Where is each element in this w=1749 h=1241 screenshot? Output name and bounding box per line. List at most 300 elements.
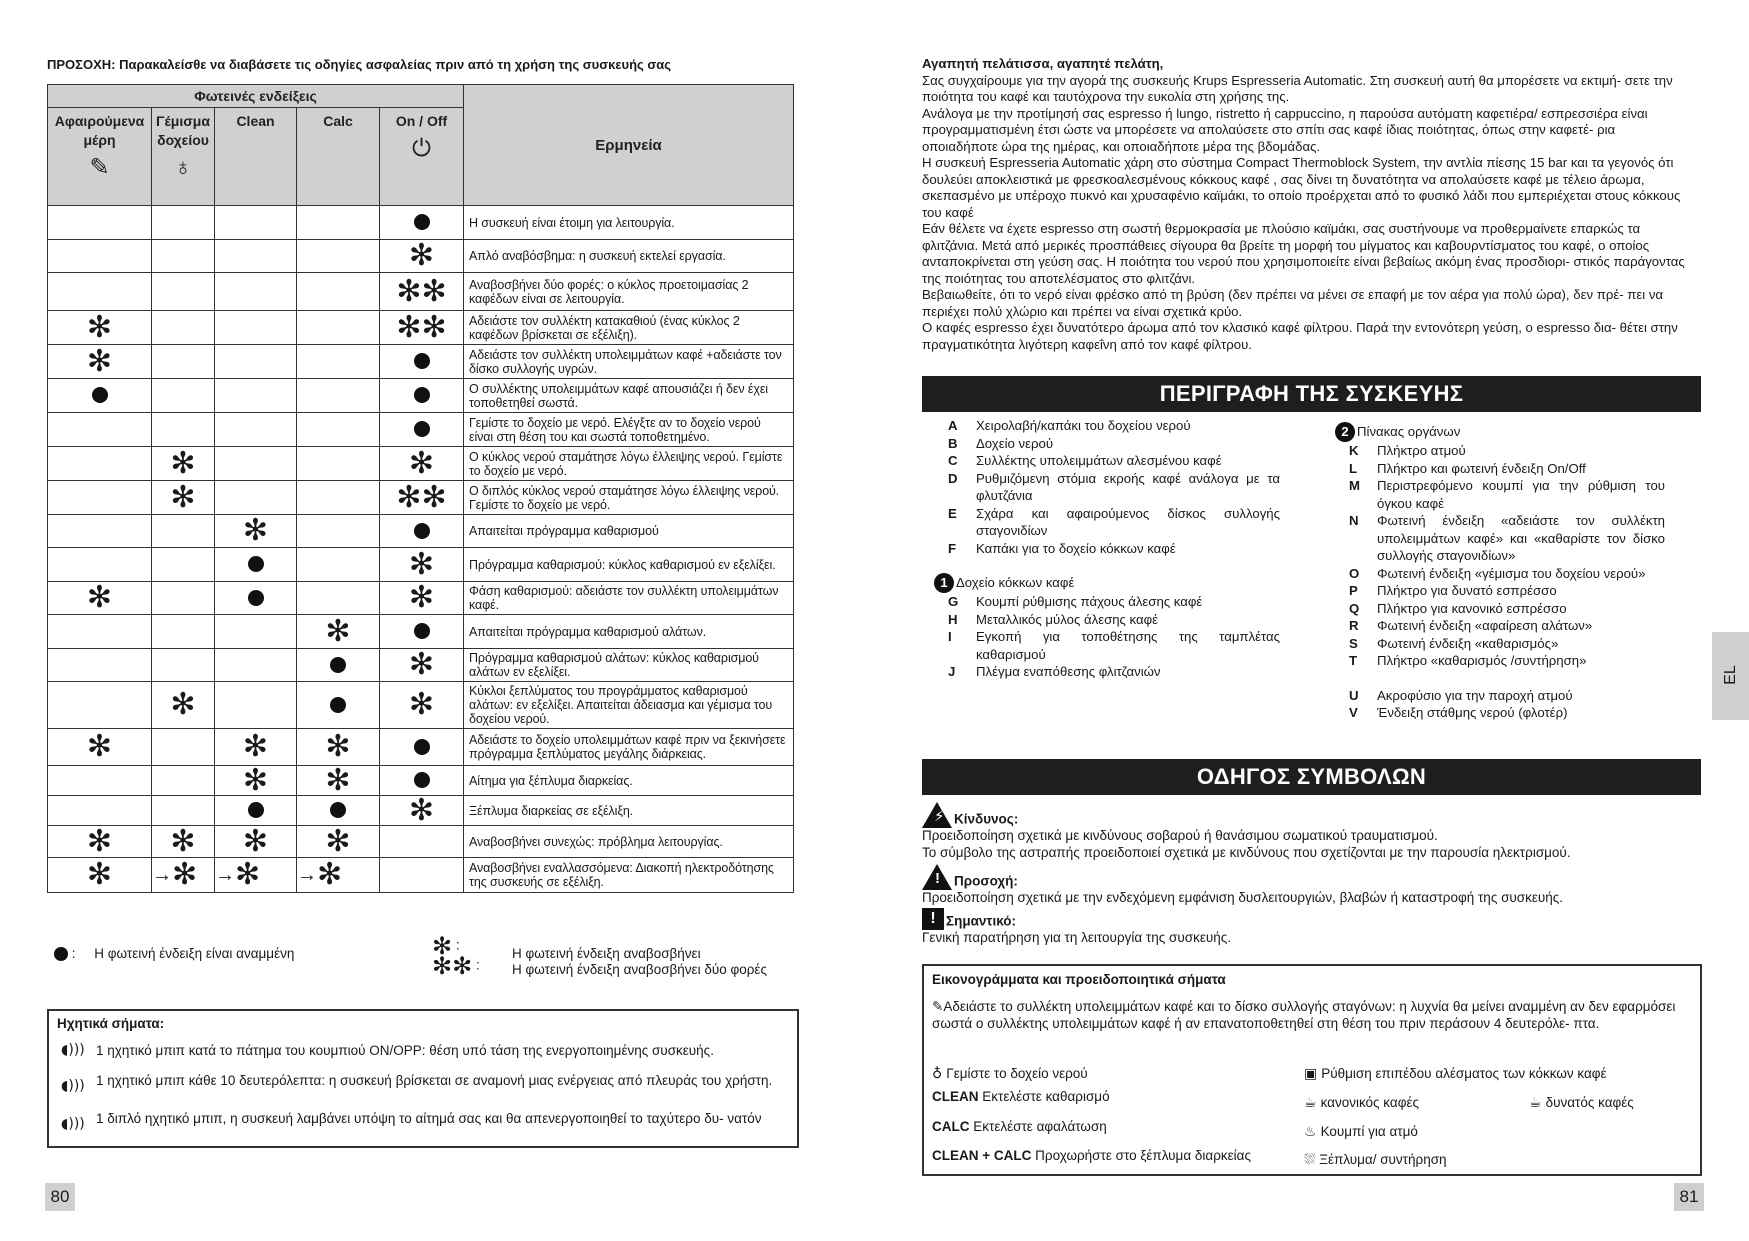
blink-twice-icon: ✻✻ — [432, 952, 473, 980]
intro-paragraph: Ο καφές espresso έχει δυνατότερο άρωμα από τον κλασικό καφέ φίλτρου. Παρά την εντονότερη γεύση, ο espresso δια- θέτει στην πραγματικότητα λιγότερη καφεΐνη από τον καφέ φίλτρου. — [922, 320, 1678, 352]
indicator-cell — [48, 649, 152, 682]
indicator-cell — [380, 481, 464, 515]
indicator-cell — [215, 240, 297, 273]
part-letter: F — [948, 540, 957, 556]
indicator-cell — [215, 762, 297, 798]
indicator-cell — [48, 796, 152, 826]
interpretation-header: Ερμηνεία — [464, 85, 794, 206]
part-text: Ρυθμιζόμενη στόμια εκροής καφέ ανάλογα με τα φλυτζάνια — [976, 470, 1280, 503]
indicator-cell — [48, 858, 152, 893]
important-block: ! Σημαντικό: Γενική παρατήρηση για τη λειτουργία της συσκευής. — [922, 910, 1231, 945]
indicator-cell — [380, 206, 464, 240]
indicator-description: Αναβοσβήνει εναλλασσόμενα: Διακοπή ηλεκτροδότησης της συσκευής σε εξέλιξη. — [464, 858, 794, 893]
indicator-cell — [215, 548, 297, 582]
indicator-cell — [297, 447, 380, 481]
indicator-cell — [152, 615, 215, 649]
indicator-cell — [380, 240, 464, 273]
light-on-icon — [54, 947, 68, 961]
water-tank-icon: ♁ — [174, 154, 192, 181]
part-letter: P — [1349, 583, 1358, 598]
indicator-cell — [380, 826, 464, 858]
light-on-icon — [414, 623, 430, 639]
important-icon: ! — [922, 908, 944, 930]
indicator-cell — [215, 823, 297, 859]
light-on-icon — [414, 523, 430, 539]
blink-icon: ✻ — [408, 546, 435, 582]
indicator-description: Ο διπλός κύκλος νερού σταμάτησε λόγω έλλειψης νερού. Γεμίστε το δοχείο με νερό. — [464, 481, 794, 515]
part-letter: I — [948, 629, 952, 644]
part-item — [1349, 704, 1665, 722]
indicator-cell — [380, 766, 464, 796]
clean-calc-item: CLEAN + CALC Προχωρήστε στο ξέπλυμα διαρκείας — [932, 1148, 1251, 1163]
indicator-description: Απαιτείται πρόγραμμα καθαρισμού — [464, 515, 794, 548]
group-2-badge: 2 — [1335, 422, 1355, 442]
part-item — [948, 505, 1280, 540]
light-on-icon — [414, 387, 430, 403]
blink-icon: ✻ — [170, 823, 196, 859]
part-letter: O — [1349, 565, 1360, 581]
indicator-row — [48, 615, 794, 649]
blink-icon: ✻ — [242, 823, 269, 859]
indicator-cell — [152, 206, 215, 240]
part-item — [1349, 512, 1665, 565]
description-banner: ΠΕΡΙΓΡΑΦΗ ΤΗΣ ΣΥΣΚΕΥΗΣ — [922, 376, 1701, 412]
symbols-banner: ΟΔΗΓΟΣ ΣΥΜΒΟΛΩΝ — [922, 759, 1701, 795]
blink-icon: ✻ — [408, 238, 435, 273]
indicator-cell — [297, 379, 380, 413]
legend-blink: Η φωτεινή ένδειξη αναβοσβήνει Η φωτεινή ένδειξη αναβοσβήνει δύο φορές — [512, 946, 767, 977]
col-water-tank: Γέμισμα δοχείου ♁ — [152, 108, 215, 206]
blink-icon: ✻ — [172, 857, 198, 892]
indicator-cell — [380, 379, 464, 413]
blink-icon: ✻ — [325, 729, 351, 764]
indicator-description: Φάση καθαρισμού: αδειάστε τον συλλέκτη υπολειμμάτων καφέ. — [464, 582, 794, 615]
part-letter: C — [948, 453, 958, 468]
part-letter: D — [948, 470, 958, 486]
grind-item: ▣ Ρύθμιση επιπέδου αλέσματος των κόκκων καφέ — [1304, 1066, 1607, 1082]
indicator-row — [48, 379, 794, 413]
intro-paragraph: Ανάλογα με την προτίμησή σας espresso ή lungo, ristretto ή cappuccino, η παρούσα αυτόματη καφετιέρα/ εσπρεσσιέρα είναι προγραμματισμένη έτσι ώστε να μπορέσετε να απολαύσετε στο σπίτι σας καφέ ίδιας ποιότητας, όπως στην καφετέ- ρια οποιαδήποτε ώρα της ημέρας, και οποιαδήποτε μέρα της βδομάδας. — [922, 105, 1648, 154]
indicator-cell — [380, 729, 464, 766]
indicator-cell — [215, 273, 297, 311]
clean-item: CLEAN Εκτελέστε καθαρισμό — [932, 1089, 1110, 1104]
parts-list-left — [948, 417, 1280, 557]
indicator-cell — [215, 858, 297, 893]
arrow-right-icon: → — [297, 863, 317, 886]
part-text: Σχάρα και αφαιρούμενος δίσκος συλλογής σταγονιδίων — [976, 505, 1280, 538]
indicator-row — [48, 273, 794, 311]
part-text: Χειρολαβή/καπάκι του δοχείου νερού — [976, 418, 1191, 433]
sound-icon: ◖))) — [61, 1042, 85, 1058]
indicator-table — [47, 84, 794, 893]
blink-icon: ✻ — [242, 762, 269, 798]
indicator-cell — [215, 582, 297, 615]
indicator-row — [48, 766, 794, 796]
indicator-cell — [48, 240, 152, 273]
indicator-cell — [380, 682, 464, 729]
indicator-cell — [215, 615, 297, 649]
blink-icon: ✻ — [317, 857, 343, 892]
indicator-cell — [297, 481, 380, 515]
part-item — [948, 470, 1280, 505]
sound-signals-title: Ηχητικά σήματα: — [57, 1016, 165, 1031]
blink-twice-icon: ✻✻ — [396, 309, 447, 345]
legend-blink-icons: ✻ : ✻✻ : — [432, 932, 480, 980]
indicator-cell — [215, 515, 297, 548]
part-letter: T — [1349, 653, 1358, 668]
part-letter: S — [1349, 635, 1358, 651]
indicator-cell — [48, 481, 152, 515]
indicator-row — [48, 548, 794, 582]
intro-paragraph: Βεβαιωθείτε, ότι το νερό είναι φρέσκο από τη βρύση (δεν πρέπει να μένει σε επαφή με τον αέρα για πολύ ώρα), δεν πρέ- πει να περιέχει πολύ χλώριο και πρέπει να είναι σχετικά κρύο. — [922, 287, 1664, 319]
indicator-cell — [215, 447, 297, 481]
part-text: Φωτεινή ένδειξη «γέμισμα του δοχείου νερού» — [1377, 565, 1646, 581]
part-text: Φωτεινή ένδειξη «καθαρισμός» — [1377, 635, 1559, 651]
indicator-cell — [297, 858, 380, 893]
indicator-description: Απαιτείται πρόγραμμα καθαρισμού αλάτων. — [464, 615, 794, 649]
indicator-cell — [380, 515, 464, 548]
indicator-cell — [152, 447, 215, 481]
part-item — [1349, 442, 1665, 460]
blink-icon: ✻ — [325, 762, 351, 798]
indicator-cell — [48, 379, 152, 413]
indicator-cell — [215, 206, 297, 240]
pictograms-box — [922, 964, 1702, 1176]
indicator-cell — [215, 796, 297, 826]
blink-icon: ✻ — [408, 445, 435, 481]
caution-icon: ! — [922, 864, 952, 890]
part-letter: J — [948, 664, 956, 679]
indicator-cell — [48, 615, 152, 649]
indicator-cell — [48, 206, 152, 240]
part-text: Πλήκτρο για δυνατό εσπρέσσο — [1377, 583, 1557, 598]
indicator-cell — [380, 447, 464, 481]
part-item — [948, 663, 1280, 681]
indicator-row — [48, 682, 794, 729]
indicator-cell — [152, 311, 215, 345]
part-letter: U — [1349, 687, 1359, 703]
light-on-icon — [414, 421, 430, 437]
part-letter: M — [1349, 478, 1360, 493]
indicator-description: Γεμίστε το δοχείο με νερό. Ελέγξτε αν το δοχείο νερού είναι στη θέση του και σωστά τοποθετημένο. — [464, 413, 794, 447]
indicator-cell — [297, 615, 380, 649]
indicator-row — [48, 515, 794, 548]
part-letter: A — [948, 418, 958, 433]
light-on-icon — [330, 697, 346, 713]
col-calc: Calc — [297, 108, 380, 206]
part-text: Συλλέκτης υπολειμμάτων αλεσμένου καφέ — [976, 453, 1222, 468]
pictograms-paragraph: ✎Αδειάστε το συλλέκτη υπολειμμάτων καφέ και το δίσκο συλλογής σταγόνων: η λυχνία θα μείνει αναμμένη αν δεν εφαρμόσει σωστά ο συλλέκτης υπολειμμάτων καφέ ή αν επανατοποθετηθεί στη θέση του πριν περάσουν 4 δευτερόλε- πτα. — [932, 999, 1676, 1031]
sound-signals-box — [47, 1009, 799, 1148]
part-item — [1349, 600, 1665, 618]
part-item — [1349, 635, 1665, 653]
indicator-description: Ξέπλυμα διαρκείας σε εξέλιξη. — [464, 796, 794, 826]
part-text: Πλήκτρο για κανονικό εσπρέσσο — [1377, 600, 1567, 616]
indicator-cell — [48, 823, 152, 859]
indicator-row — [48, 649, 794, 682]
indicator-description: Ο κύκλος νερού σταμάτησε λόγω έλλειψης νερού. Γεμίστε το δοχείο με νερό. — [464, 447, 794, 481]
beep-row: ◖))) 1 διπλό ηχητικό μπιπ, η συσκευή λαμβάνει υπόψη το αίτημά σας και θα απενεργοποιηθεί το ταχύτερο δυ- νατόν — [61, 1111, 762, 1132]
light-on-icon — [248, 556, 264, 572]
indicator-description: Αδειάστε τον συλλέκτη υπολειμμάτων καφέ +αδειάστε τον δίσκο συλλογής υγρών. — [464, 345, 794, 379]
legend-on: : Η φωτεινή ένδειξη είναι αναμμένη — [54, 946, 294, 962]
indicator-cell — [215, 379, 297, 413]
indicator-cell — [297, 240, 380, 273]
col-clean: Clean — [215, 108, 297, 206]
indicator-description: Αίτημα για ξέπλυμα διαρκείας. — [464, 766, 794, 796]
indicator-cell — [48, 515, 152, 548]
indicator-row — [48, 413, 794, 447]
part-text: Δοχείο νερού — [976, 435, 1054, 451]
sound-icon: ◖))) — [61, 1116, 85, 1132]
blink-icon: ✻ — [86, 343, 113, 379]
page-number: 80 — [45, 1183, 75, 1211]
blink-icon: ✻ — [325, 823, 351, 859]
indicator-cell — [152, 413, 215, 447]
indicator-row — [48, 796, 794, 826]
indicator-cell — [380, 311, 464, 345]
arrow-right-icon: → — [152, 863, 172, 886]
part-letter: E — [948, 505, 957, 521]
part-letter: L — [1349, 460, 1358, 476]
indicator-description: Ο συλλέκτης υπολειμμάτων καφέ απουσιάζει ή δεν έχει τοποθετηθεί σωστά. — [464, 379, 794, 413]
indicator-cell — [152, 345, 215, 379]
part-letter: H — [948, 611, 958, 627]
beep-row: ◖))) 1 ηχητικό μπιπ κατά το πάτημα του κουμπιού ON/OPP: θέση υπό τάση της ενεργοποιημένης συσκευής. — [61, 1042, 714, 1058]
part-item — [948, 417, 1280, 435]
normal-coffee-item: ☕ κανονικός καφές — [1304, 1095, 1419, 1111]
group-1-title: 1 Δοχείο κόκκων καφέ — [934, 573, 1280, 593]
indicator-row — [48, 206, 794, 240]
blink-icon: ✻ — [408, 792, 435, 828]
greeting: Αγαπητή πελάτισσα, αγαπητέ πελάτη, — [922, 56, 1164, 71]
intro-paragraph: Σας συγχαίρουμε για την αγορά της συσκευής Krups Espresseria Automatic. Στη συσκευή αυτή θα μπορέσετε να εκτιμή- σετε την ποιότητα του καφέ και ταυτόχρονα την ευκολία στη χρήσης της. — [922, 72, 1673, 104]
indicator-cell — [297, 649, 380, 682]
sound-icon: ◖))) — [61, 1078, 85, 1094]
indicator-description: Κύκλοι ξεπλύματος του προγράμματος καθαρισμού αλάτων: εν εξελίξει. Απαιτείται άδειασμα και γέμισμα του δοχείου νερού. — [464, 682, 794, 729]
indicator-cell — [297, 311, 380, 345]
part-letter: V — [1349, 705, 1358, 720]
indicator-description: Αδειάστε το δοχείο υπολειμμάτων καφέ πριν να ξεκινήσετε πρόγραμμα ξεπλύματος μεγάλης διάρκειας. — [464, 729, 794, 766]
indicator-cell — [152, 649, 215, 682]
part-letter: R — [1349, 618, 1359, 633]
part-item — [948, 628, 1280, 663]
removable-parts-icon: ✎ — [89, 154, 110, 181]
indicator-cell — [215, 682, 297, 729]
indicator-cell — [215, 649, 297, 682]
indicator-cell — [297, 273, 380, 311]
indicator-cell — [152, 682, 215, 729]
part-text: Ακροφύσιο για την παροχή ατμού — [1377, 687, 1573, 703]
danger-block: ⚡ Κίνδυνος: Προειδοποίηση σχετικά με κινδύνους σοβαρού ή θανάσιμου σωματικού τραυματισμού. Το σύμβολο της αστραπής προειδοποιεί σχετικά με κινδύνους που σχετίζονται με την παρουσία ηλεκτρισμού. — [922, 802, 1702, 861]
blink-twice-icon: ✻✻ — [396, 273, 447, 309]
indicator-description: Αδειάστε τον συλλέκτη κατακαθιού (ένας κύκλος 2 καφέδων βρίσκεται σε εξέλιξη). — [464, 311, 794, 345]
intro-text — [922, 56, 1692, 353]
part-item — [1349, 477, 1665, 512]
part-text: Περιστρεφόμενο κουμπί για την ρύθμιση του όγκου καφέ — [1377, 478, 1665, 511]
blink-icon: ✻ — [86, 823, 113, 859]
strong-coffee-item: ☕ δυνατός καφές — [1529, 1095, 1634, 1111]
indicator-cell — [48, 311, 152, 345]
light-on-icon — [414, 739, 430, 755]
parts-group-1 — [934, 573, 1280, 681]
indicator-cell — [152, 379, 215, 413]
indicator-cell — [380, 792, 464, 828]
normal-coffee-icon: ☕ — [1304, 1095, 1317, 1111]
part-item — [948, 611, 1280, 629]
indicator-description: Αναβοσβήνει συνεχώς: πρόβλημα λειτουργίας. — [464, 826, 794, 858]
indicator-cell — [380, 345, 464, 379]
pictograms-title: Εικονογράμματα και προειδοποιητικά σήματα — [932, 972, 1226, 987]
blink-icon: ✻ — [408, 580, 435, 615]
blink-icon: ✻ — [235, 857, 261, 892]
light-on-icon — [92, 387, 108, 403]
strong-coffee-icon: ☕ — [1529, 1095, 1542, 1111]
removable-parts-icon: ✎ — [932, 999, 944, 1014]
part-item — [1349, 652, 1665, 670]
indicator-cell — [48, 345, 152, 379]
light-on-icon — [248, 590, 264, 606]
part-text: Μεταλλικός μύλος άλεσης καφέ — [976, 611, 1159, 627]
indicator-cell — [380, 649, 464, 682]
intro-paragraph: Η συσκευή Espresseria Automatic χάρη στο σύστημα Compact Thermoblock System, την αντλία πίεσης 15 bar και τα γεγονός ότι δουλεύει αποκλειστικά με φρεσκοαλεσμένους κόκκους καφέ , σας δίνει τη δυνατότητα να απολαύσετε καφέ με τέλειο άρωμα, σκεπασμένο με υπέροχο πυκνό και χρυσαφένιο καϊμάκι, το οποίο προέρχεται από το φυσικό λάδι που εμπεριέχεται στους κόκκους του καφέ — [922, 155, 1681, 220]
indicator-cell — [152, 858, 215, 893]
light-on-icon — [414, 214, 430, 230]
left-page — [0, 0, 874, 1241]
part-letter: K — [1349, 443, 1359, 458]
indicator-cell — [297, 796, 380, 826]
indicator-row — [48, 481, 794, 515]
indicator-row — [48, 729, 794, 766]
light-on-icon — [414, 772, 430, 788]
indicator-cell — [215, 311, 297, 345]
part-item — [1349, 460, 1665, 478]
steam-item: ♨ Κουμπί για ατμό — [1304, 1124, 1418, 1140]
indicator-cell — [152, 515, 215, 548]
indicator-cell — [297, 345, 380, 379]
group-2-title: 2 Πίνακας οργάνων — [1335, 422, 1665, 442]
blink-icon: ✻ — [86, 580, 113, 615]
beep-row: ◖))) 1 ηχητικό μπιπ κάθε 10 δευτερόλεπτα: η συσκευή βρίσκεται σε αναμονή μιας ενέργειας από πλευράς του χρήστη. — [61, 1073, 773, 1094]
calc-item: CALC Εκτελέστε αφαλάτωση — [932, 1119, 1107, 1134]
blink-icon: ✻ — [86, 857, 113, 892]
part-text: Φωτεινή ένδειξη «αδειάστε τον συλλέκτη υπολειμμάτων καφέ» και «καθαρίστε τον δίσκο συλλογής σταγονιδίων» — [1377, 513, 1665, 563]
indicator-cell — [380, 615, 464, 649]
warning-heading: ΠΡΟΣΟΧΗ: Παρακαλείσθε να διαβάσετε τις οδηγίες ασφαλείας πριν από τη χρήση της συσκευής σας — [47, 57, 672, 72]
blink-icon: ✻ — [170, 687, 196, 722]
indicator-row — [48, 240, 794, 273]
indicator-row — [48, 582, 794, 615]
indicator-cell — [152, 582, 215, 615]
part-text: Καπάκι για το δοχείο κόκκων καφέ — [976, 540, 1176, 556]
indicator-cell — [152, 273, 215, 311]
part-item — [948, 435, 1280, 453]
indicator-cell — [152, 548, 215, 582]
right-page — [875, 0, 1749, 1241]
blink-icon: ✻ — [86, 309, 113, 345]
danger-lightning-icon: ⚡ — [922, 802, 952, 828]
indicator-cell — [48, 413, 152, 447]
col-on-off: On / Off ⏻ — [380, 108, 464, 206]
blink-icon: ✻ — [432, 932, 453, 960]
part-text: Εγκοπή για τοποθέτησης της ταμπλέτας καθαρισμού — [976, 629, 1280, 662]
part-item — [1349, 687, 1665, 705]
steam-icon: ♨ — [1304, 1124, 1317, 1140]
grind-icon: ▣ — [1304, 1066, 1318, 1082]
indicator-cell — [48, 447, 152, 481]
caution-block: ! Προσοχή: Προειδοποίηση σχετικά με την ενδεχόμενη εμφάνιση δυσλειτουργιών, βλαβών ή καταστροφή της συσκευής. — [922, 864, 1702, 907]
indicator-cell — [48, 729, 152, 766]
blink-icon: ✻ — [408, 647, 435, 682]
indicator-cell — [380, 548, 464, 582]
indicator-cell — [297, 548, 380, 582]
indicator-cell — [380, 273, 464, 311]
indicator-cell — [152, 729, 215, 766]
part-item — [948, 540, 1280, 558]
indicator-cell — [297, 729, 380, 766]
part-text: Πλήκτρο ατμού — [1377, 443, 1466, 458]
arrow-right-icon: → — [215, 863, 235, 886]
part-text: Φωτεινή ένδειξη «αφαίρεση αλάτων» — [1377, 618, 1593, 633]
power-icon: ⏻ — [412, 135, 431, 162]
indicator-cell — [297, 515, 380, 548]
intro-paragraph: Εάν θέλετε να έχετε espresso στη σωστή θερμοκρασία με πλούσιο καϊμάκι, σας συστήνουμε να προθερμαίνετε επαρκώς τα φλιτζάνια. Μετά από μερικές προσπάθειες σίγουρα θα βρείτε τη μορφή του μίγματος και καβουρντίσματος του καφέ, ο οποίος ανταποκρίνεται στη γεύση σας. Η ποιότητα του νερού που χρησιμοποιείτε είναι βεβαίως ακόμη ένας προσδιορι- στικός παράγοντας της ποιότητας του αποτελέσματος στο φλιτζάνι. — [922, 221, 1685, 286]
water-tank-icon: ♁ — [932, 1066, 943, 1082]
part-text: Πλήκτρο και φωτεινή ένδειξη On/Off — [1377, 460, 1586, 476]
indicator-cell — [215, 345, 297, 379]
blink-icon: ✻ — [242, 729, 269, 764]
part-letter: Q — [1349, 600, 1360, 616]
indicator-cell — [48, 273, 152, 311]
blink-twice-icon: ✻✻ — [396, 479, 447, 515]
indicator-description: Αναβοσβήνει δύο φορές: ο κύκλος προετοιμασίας 2 καφέδων είναι σε λειτουργία. — [464, 273, 794, 311]
blink-icon: ✻ — [408, 687, 435, 722]
indicator-cell — [297, 582, 380, 615]
indicator-cell — [215, 481, 297, 515]
blink-icon: ✻ — [170, 479, 196, 515]
indicator-cell — [152, 796, 215, 826]
group-header: Φωτεινές ενδείξεις — [48, 85, 464, 108]
light-on-icon — [330, 657, 346, 673]
indicator-cell — [48, 682, 152, 729]
parts-group-2 — [1335, 422, 1665, 722]
indicator-row — [48, 447, 794, 481]
rinse-item: ⛆ Ξέπλυμα/ συντήρηση — [1304, 1152, 1447, 1168]
part-text: Ένδειξη στάθμης νερού (φλοτέρ) — [1377, 705, 1568, 720]
rinse-icon: ⛆ — [1304, 1152, 1316, 1168]
indicator-cell — [297, 682, 380, 729]
indicator-cell — [380, 582, 464, 615]
language-tab: EL — [1712, 632, 1749, 720]
indicator-cell — [48, 766, 152, 796]
indicator-row — [48, 345, 794, 379]
indicator-description: Πρόγραμμα καθαρισμού: κύκλος καθαρισμού εν εξελίξει. — [464, 548, 794, 582]
part-item — [948, 452, 1280, 470]
indicator-cell — [297, 413, 380, 447]
part-item — [948, 593, 1280, 611]
blink-icon: ✻ — [325, 613, 351, 649]
indicator-cell — [215, 413, 297, 447]
indicator-cell — [48, 548, 152, 582]
indicator-row — [48, 858, 794, 893]
indicator-cell — [215, 729, 297, 766]
indicator-cell — [152, 823, 215, 859]
part-item — [1349, 582, 1665, 600]
indicator-description: Απλό αναβόσβημα: η συσκευή εκτελεί εργασία. — [464, 240, 794, 273]
indicator-cell — [297, 762, 380, 798]
indicator-cell — [48, 582, 152, 615]
fill-tank-item: ♁ Γεμίστε το δοχείο νερού — [932, 1066, 1088, 1082]
